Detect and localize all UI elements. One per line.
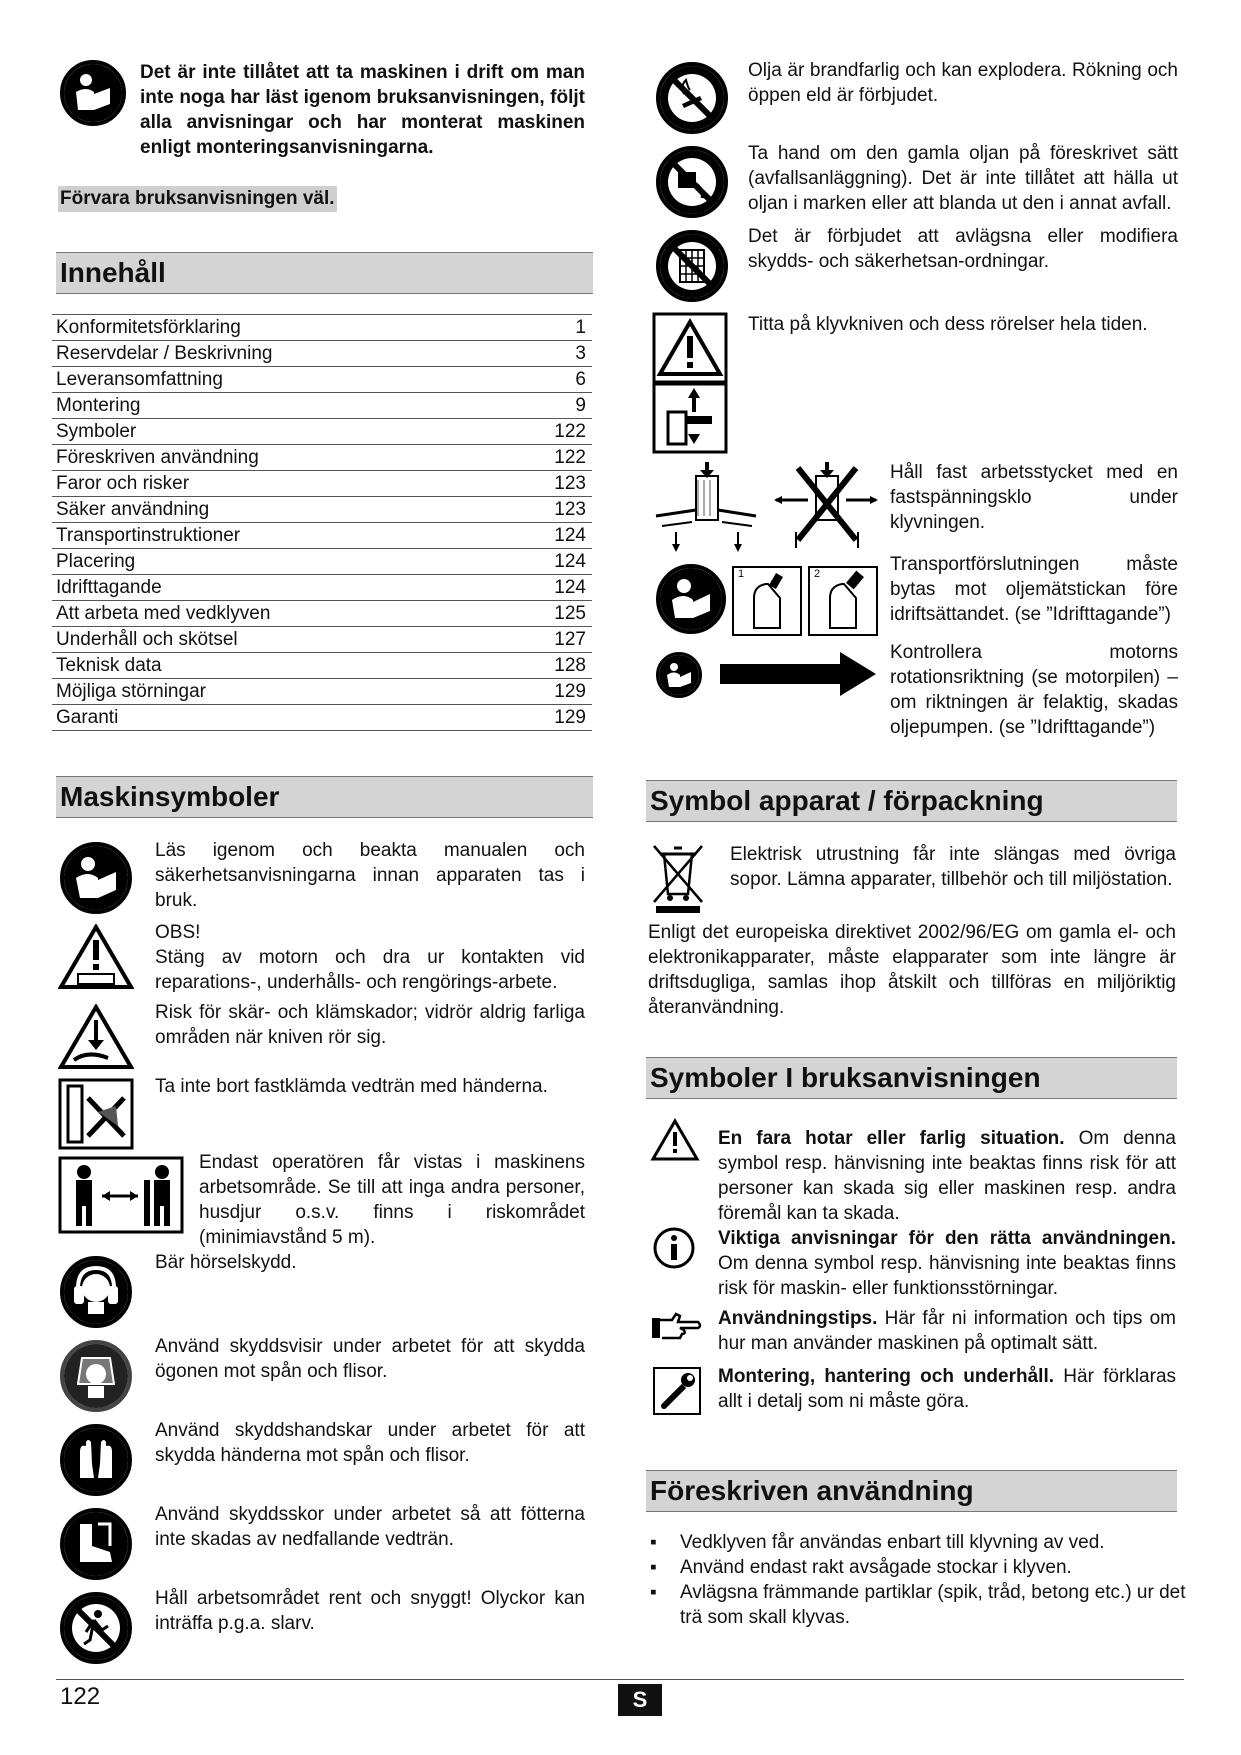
step-1-label: 1	[738, 568, 745, 580]
assembly-bold: Montering, hantering och underhåll.	[718, 1366, 1055, 1387]
read-manual-text: Läs igenom och beakta manualen och säkerhetsanvisningarna innan apparaten tas i bruk.	[155, 840, 585, 911]
oil-fire-text: Olja är brandfarlig och kan explodera. Rökning och öppen eld är förbjudet.	[748, 60, 1178, 106]
jammed-text: Ta inte bort fastklämda vedträn med händerna.	[155, 1076, 548, 1097]
toc-page: 122	[554, 421, 586, 442]
manual-symbols-heading: Symboler I bruksanvisningen	[646, 1057, 1177, 1099]
old-oil-text: Ta hand om den gamla oljan på föreskrivet sätt (avfallsanläggning). Det är inte tillåtet att hälla ut oljan i marken eller att blanda ut den i annat avfall.	[748, 143, 1178, 214]
toc-label: Leveransomfattning	[56, 369, 223, 390]
danger-text	[718, 1126, 1176, 1226]
toc-label: Teknisk data	[56, 655, 162, 676]
toc-label: Underhåll och skötsel	[56, 629, 238, 650]
rotation-arrow-icon	[718, 652, 878, 701]
no-guard-removal-icon	[656, 230, 728, 302]
toc-page: 127	[554, 629, 586, 650]
machine-symbols-heading: Maskinsymboler	[56, 776, 593, 818]
face-shield-icon	[60, 1340, 132, 1412]
transport-seal-step-1	[732, 566, 802, 636]
toc-row	[52, 419, 592, 445]
stop-motor-text: Stäng av motorn och dra ur kontakten vid reparations-, underhålls- och rengörings-arbete.	[155, 947, 585, 993]
toc-page: 122	[554, 447, 586, 468]
watch-knife-warning-icon	[652, 312, 728, 459]
operator-only-text: Endast operatören får vistas i maskinens arbetsområde. Se till att inga andra personer, husdjur o.s.v. finns i riskområdet (minimiavstånd 5 m).	[199, 1152, 585, 1248]
tips-text	[718, 1306, 1176, 1356]
gloves-icon	[60, 1424, 132, 1496]
toc-page: 124	[554, 577, 586, 598]
toc-page: 123	[554, 499, 586, 520]
no-oil-dumping-icon	[656, 146, 728, 218]
weee-text: Elektrisk utrustning får inte slängas med övriga sopor. Lämna apparater, tillbehör och till miljöstation.	[730, 844, 1176, 890]
keep-manual-text: Förvara bruksanvisningen väl.	[60, 188, 335, 209]
keep-manual-note	[58, 186, 337, 212]
toc-label: Föreskriven användning	[56, 447, 259, 468]
clamp-correct-icon	[652, 460, 760, 557]
toc-label: Montering	[56, 395, 141, 416]
toc-label: Reservdelar / Beskrivning	[56, 343, 273, 364]
toc-page: 6	[575, 369, 586, 390]
watch-knife-text: Titta på klyvkniven och dess rörelser hela tiden.	[748, 314, 1148, 335]
info-text	[718, 1226, 1176, 1301]
toc-row	[52, 471, 592, 497]
toc-page: 123	[554, 473, 586, 494]
page-number: 122	[60, 1683, 101, 1710]
toc-row	[52, 653, 592, 679]
rotation-text: Kontrollera motorns rotationsriktning (se motorpilen) – om riktningen är felaktig, skadas oljepumpen. (se ”Idrifttagande”)	[890, 642, 1178, 738]
read-manual-icon	[656, 652, 702, 698]
toc-row	[52, 341, 592, 367]
intro-warning: Det är inte tillåtet att ta maskinen i drift om man inte noga har läst igenom bruksanvisningen, följt alla anvisningar och har monterat maskinen enligt monteringsanvisningarna.	[140, 62, 585, 158]
transport-seal-step-2	[808, 566, 878, 636]
ear-protection-text: Bär hörselskydd.	[155, 1252, 297, 1273]
toc-page: 129	[554, 707, 586, 728]
ear-protection-icon	[60, 1256, 132, 1328]
list-item: ▪ Använd endast rakt avsågade stockar i klyven.	[680, 1555, 1208, 1580]
toc-label: Idrifttagande	[56, 577, 162, 598]
transport-seal-text: Transportförslutningen måste bytas mot oljemätstickan före idriftsättandet. (se ”Idrifttagande”)	[890, 554, 1178, 625]
toc-row	[52, 445, 592, 471]
toc-row	[52, 705, 592, 731]
no-fire-icon	[656, 62, 728, 134]
read-manual-icon	[60, 60, 126, 126]
toc-label: Möjliga störningar	[56, 681, 206, 702]
toc-label: Transportinstruktioner	[56, 525, 241, 546]
toc-page: 129	[554, 681, 586, 702]
info-bold: Viktiga anvisningar för den rätta användningen.	[718, 1228, 1176, 1249]
toc-label: Att arbeta med vedklyven	[56, 603, 271, 624]
jammed-wood-icon	[58, 1078, 134, 1155]
toc-label: Garanti	[56, 707, 119, 728]
danger-body: Om denna symbol resp. hänvisning inte beaktas finns risk för att personer kan skada sig eller maskinen resp. andra föremål kan ta skada.	[718, 1128, 1177, 1224]
guards-text: Det är förbjudet att avlägsna eller modifiera skydds- och säkerhetsan-ordningar.	[748, 226, 1178, 272]
toc-page: 124	[554, 525, 586, 546]
toc-row	[52, 601, 592, 627]
toc-row	[52, 627, 592, 653]
gloves-text: Använd skyddshandskar under arbetet för att skydda händerna mot spån och flisor.	[155, 1420, 585, 1466]
toc-page: 124	[554, 551, 586, 572]
toc-row	[52, 497, 592, 523]
intended-use-heading: Föreskriven användning	[646, 1470, 1177, 1512]
toc-label: Faror och risker	[56, 473, 190, 494]
toc-list	[52, 314, 592, 731]
shoes-text: Använd skyddsskor under arbetet så att fötterna inte skadas av nedfallande vedträn.	[155, 1504, 585, 1550]
tips-bold: Användningstips.	[718, 1308, 878, 1329]
intended-use-list	[648, 1530, 1208, 1630]
cut-hazard-icon	[58, 1004, 134, 1075]
toc-label: Säker användning	[56, 499, 210, 520]
info-body: Om denna symbol resp. hänvisning inte beaktas finns risk för maskin- eller funktionsstörningar.	[718, 1253, 1176, 1299]
clamp-wrong-icon	[772, 460, 880, 557]
toc-row	[52, 367, 592, 393]
toc-row	[52, 393, 592, 419]
language-badge: S	[618, 1684, 662, 1716]
toc-page: 9	[575, 395, 586, 416]
safety-shoes-icon	[60, 1508, 132, 1580]
directive-text: Enligt det europeiska direktivet 2002/96/EG om gamla el- och elektronikapparater, måste elapparater som inte längre är driftsdugliga, samlas ihop åtskilt och tillföras en miljöriktig återanvändning.	[648, 922, 1176, 1018]
tidy-text: Håll arbetsområdet rent och snyggt! Olyckor kan inträffa p.g.a. slarv.	[155, 1588, 585, 1634]
danger-warning-icon	[650, 1118, 700, 1167]
unplug-warning-icon	[58, 924, 134, 995]
toc-row	[52, 679, 592, 705]
obs-label: OBS!	[155, 922, 201, 943]
toc-page: 125	[554, 603, 586, 624]
toc-page: 1	[575, 317, 586, 338]
contents-heading: Innehåll	[56, 252, 593, 294]
toc-label: Placering	[56, 551, 136, 572]
read-manual-icon	[656, 564, 726, 634]
toc-row	[52, 575, 592, 601]
clamp-text: Håll fast arbetsstycket med en fastspänningsklo under klyvningen.	[890, 462, 1178, 533]
cut-risk-text: Risk för skär- och klämskador; vidrör aldrig farliga områden när kniven rör sig.	[155, 1002, 585, 1048]
toc-row	[52, 315, 592, 341]
footer-rule	[56, 1679, 1184, 1680]
toc-page: 128	[554, 655, 586, 676]
info-icon	[652, 1226, 696, 1275]
danger-bold: En fara hotar eller farlig situation.	[718, 1128, 1065, 1149]
visor-text: Använd skyddsvisir under arbetet för att skydda ögonen mot spån och flisor.	[155, 1336, 585, 1382]
pointing-hand-icon	[650, 1310, 702, 1349]
list-item: ▪ Vedklyven får användas enbart till klyvning av ved.	[680, 1530, 1208, 1555]
device-symbol-heading: Symbol apparat / förpackning	[646, 780, 1177, 822]
toc-label: Konformitetsförklaring	[56, 317, 241, 338]
tips-body: Här får ni information och tips om hur man använder maskinen på optimalt sätt.	[718, 1308, 1176, 1354]
toc-page: 3	[575, 343, 586, 364]
assembly-body: Här förklaras allt i detalj som ni måste göra.	[718, 1366, 1177, 1412]
toc-row	[52, 523, 592, 549]
wrench-icon	[652, 1366, 702, 1421]
assembly-text	[718, 1364, 1176, 1414]
step-2-label: 2	[814, 568, 821, 580]
list-item: ▪ Avlägsna främmande partiklar (spik, tråd, betong etc.) ur det trä som skall klyvas.	[680, 1580, 1208, 1630]
no-tripping-icon	[60, 1592, 132, 1664]
weee-bin-icon	[650, 842, 706, 919]
operator-zone-icon	[58, 1156, 184, 1239]
read-manual-icon	[60, 842, 132, 914]
toc-label: Symboler	[56, 421, 137, 442]
toc-row	[52, 549, 592, 575]
